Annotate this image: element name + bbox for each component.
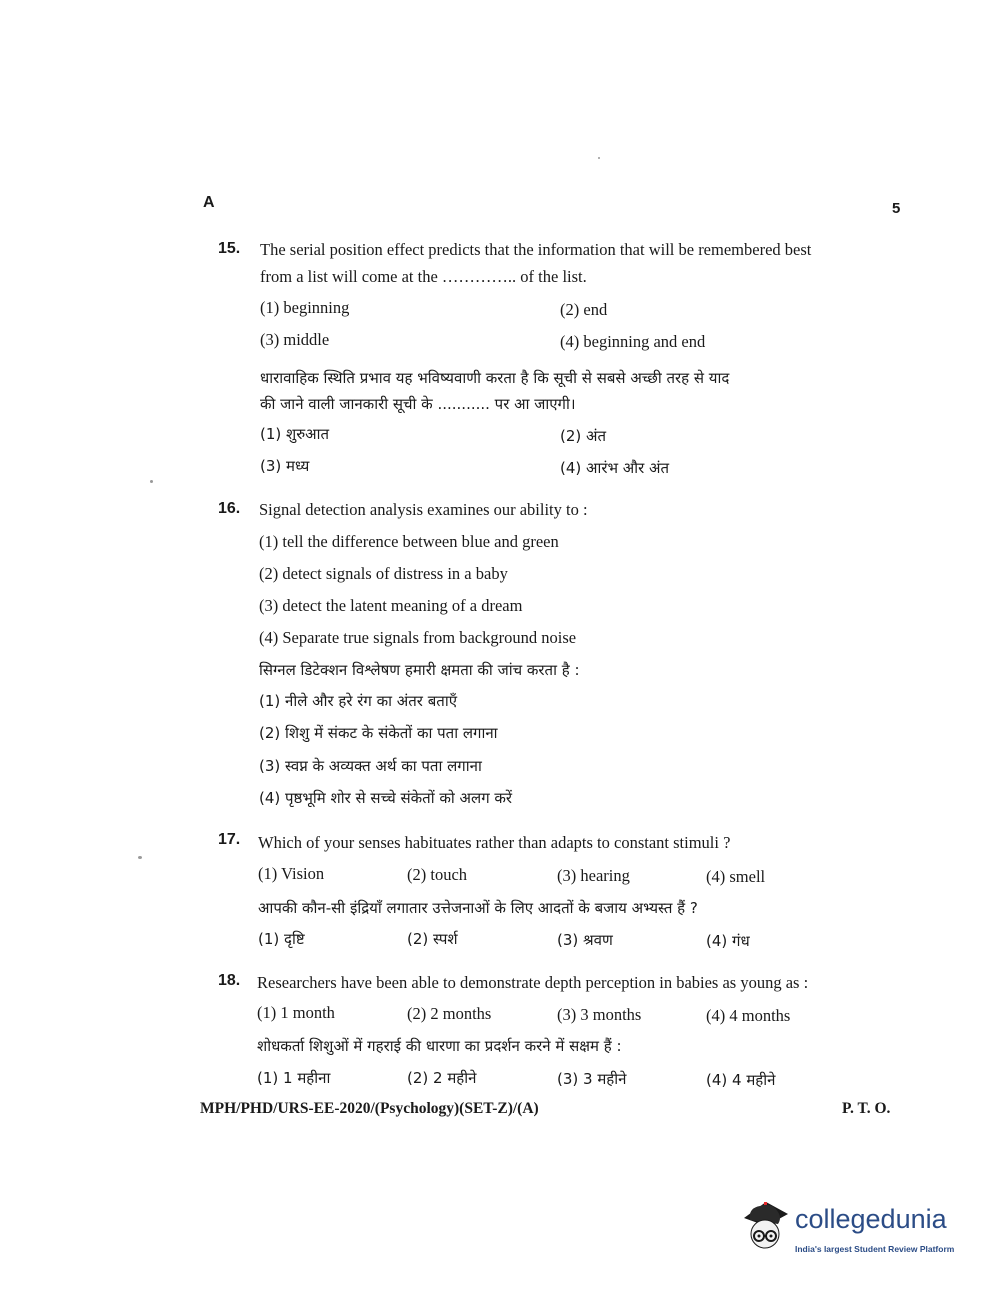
mascot-icon	[738, 1196, 794, 1256]
pto-label: P. T. O.	[842, 1100, 891, 1117]
scan-speck	[150, 480, 153, 483]
option-3-hi: (3) मध्य	[260, 457, 310, 475]
option-2-en: (2) 2 months	[407, 1004, 492, 1023]
option-3-hi: (3) स्वप्न के अव्यक्त अर्थ का पता लगाना	[259, 757, 482, 775]
option-3-hi: (3) श्रवण	[557, 931, 613, 949]
option-4-en: (4) Separate true signals from background noise	[259, 628, 577, 647]
question-number: 18.	[218, 972, 241, 989]
question-text-en: Signal detection analysis examines our ability to :	[259, 500, 588, 519]
question-number: 16.	[218, 500, 241, 517]
brand-name: collegedunia	[795, 1204, 947, 1234]
option-3-en: (3) middle	[260, 330, 330, 349]
question-text-hi: की जाने वाली जानकारी सूची के ........... पर आ जाएगी।	[260, 395, 576, 413]
option-4-hi: (4) आरंभ और अंत	[560, 459, 670, 477]
option-1-en: (1) tell the difference between blue and green	[259, 532, 559, 551]
question-text-hi: धारावाहिक स्थिति प्रभाव यह भविष्यवाणी करता है कि सूची से सबसे अच्छी तरह से याद	[260, 369, 730, 387]
question-text-en: from a list will come at the ………….. of the list.	[260, 267, 587, 286]
option-1-hi: (1) नीले और हरे रंग का अंतर बताएँ	[259, 692, 458, 710]
option-2-en: (2) detect signals of distress in a baby	[259, 564, 508, 583]
page-number: 5	[892, 200, 901, 217]
question-text-hi: आपकी कौन-सी इंद्रियाँ लगातार उत्तेजनाओं के लिए आदतों के बजाय अभ्यस्त हैं ?	[258, 899, 698, 917]
option-3-en: (3) detect the latent meaning of a dream	[259, 596, 523, 615]
option-4-hi: (4) पृष्ठभूमि शोर से सच्चे संकेतों को अलग करें	[259, 789, 513, 807]
option-3-hi: (3) 3 महीने	[557, 1070, 627, 1088]
scan-speck	[598, 157, 600, 159]
question-text-hi: शोधकर्ता शिशुओं में गहराई की धारणा का प्रदर्शन करने में सक्षम हैं :	[257, 1037, 622, 1055]
option-4-en: (4) beginning and end	[560, 332, 706, 351]
scan-speck	[138, 856, 142, 859]
option-1-hi: (1) दृष्टि	[258, 930, 305, 948]
option-1-hi: (1) 1 महीना	[257, 1069, 331, 1087]
question-text-hi: सिग्नल डिटेक्शन विश्लेषण हमारी क्षमता की जांच करता है :	[259, 661, 580, 679]
brand-tagline: India's largest Student Review Platform	[795, 1244, 955, 1254]
question-text-en: Researchers have been able to demonstrate depth perception in babies as young as :	[257, 973, 809, 992]
option-3-en: (3) 3 months	[557, 1005, 642, 1024]
option-2-en: (2) touch	[407, 865, 468, 884]
option-1-hi: (1) शुरुआत	[260, 425, 330, 443]
option-2-hi: (2) शिशु में संकट के संकेतों का पता लगाना	[259, 724, 498, 742]
question-number: 15.	[218, 240, 241, 257]
option-2-hi: (2) अंत	[560, 427, 607, 445]
option-1-en: (1) Vision	[258, 864, 325, 883]
option-4-en: (4) smell	[706, 867, 766, 886]
paper-code: MPH/PHD/URS-EE-2020/(Psychology)(SET-Z)/(A)	[200, 1100, 539, 1117]
option-4-en: (4) 4 months	[706, 1006, 791, 1025]
option-2-hi: (2) 2 महीने	[407, 1069, 477, 1087]
question-text-en: Which of your senses habituates rather than adapts to constant stimuli ?	[258, 833, 731, 852]
option-4-hi: (4) गंध	[706, 932, 750, 950]
question-text-en: The serial position effect predicts that the information that will be remembered best	[260, 240, 812, 259]
series-label: A	[203, 194, 215, 211]
option-4-hi: (4) 4 महीने	[706, 1071, 776, 1089]
option-3-en: (3) hearing	[557, 866, 630, 885]
option-2-hi: (2) स्पर्श	[407, 930, 458, 948]
option-2-en: (2) end	[560, 300, 608, 319]
option-1-en: (1) beginning	[260, 298, 350, 317]
option-1-en: (1) 1 month	[257, 1003, 335, 1022]
collegedunia-logo	[738, 1196, 963, 1266]
question-number: 17.	[218, 831, 241, 848]
